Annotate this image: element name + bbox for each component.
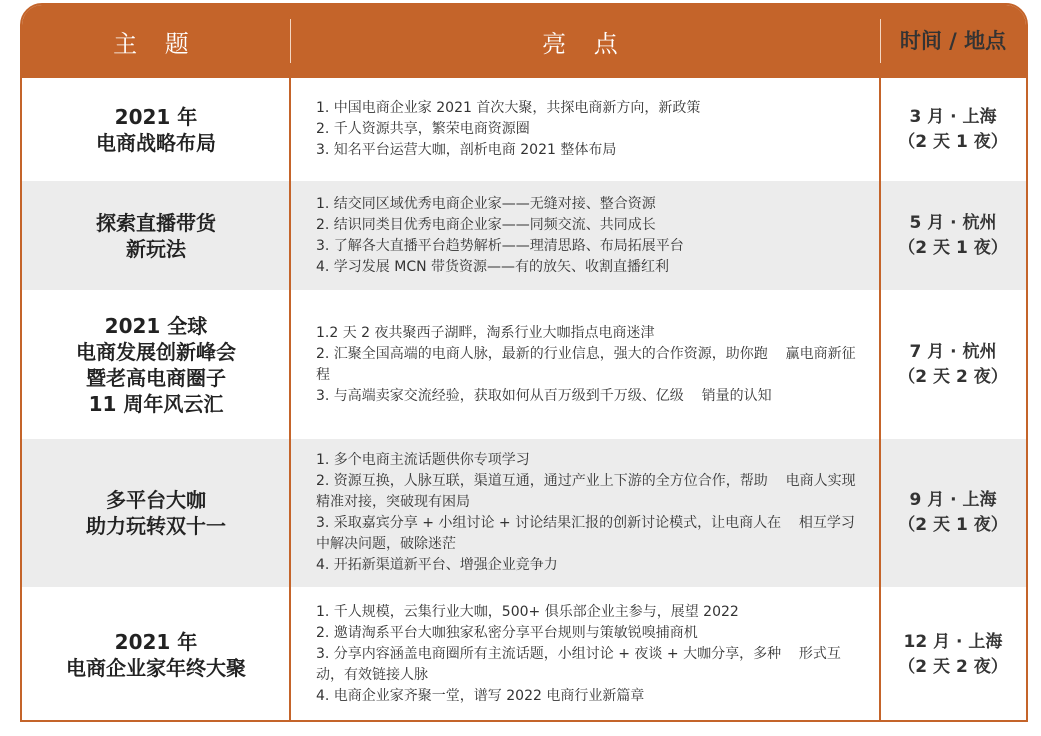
list-item: 4. 开拓新渠道新平台、增强企业竞争力: [316, 557, 558, 573]
table-row: [22, 181, 1026, 290]
time-line: 9 月 · 上海: [909, 490, 997, 510]
table-row: [22, 439, 1026, 587]
event-table: [20, 3, 1028, 722]
row-topic: [22, 587, 290, 722]
row-highlights: [290, 78, 880, 181]
time-line: （2 天 1 夜）: [898, 131, 1008, 152]
row-time-place: [880, 181, 1026, 290]
list-item: 2. 邀请淘系平台大咖独家私密分享平台规则与策敏锐嗅捕商机: [316, 625, 698, 641]
row-time-place: [880, 78, 1026, 181]
header-topic: 主 题: [113, 30, 199, 58]
list-item: 1. 中国电商企业家 2021 首次大聚，共探电商新方向，新政策: [316, 100, 701, 116]
list-item: 2. 千人资源共享，繁荣电商资源圈: [316, 121, 530, 137]
topic-line: 暨老高电商圈子: [86, 365, 226, 390]
time-line: （2 天 1 夜）: [898, 237, 1008, 258]
column-divider: [879, 78, 881, 722]
column-divider: [289, 78, 291, 722]
row-highlights: [290, 181, 880, 290]
topic-line: 电商企业家年终大聚: [66, 655, 246, 680]
list-item: 3. 采取嘉宾分享 + 小组讨论 + 讨论结果汇报的创新讨论模式，让电商人在 相互学习中解决问题，破除迷茫: [316, 515, 855, 552]
topic-line: 电商发展创新峰会: [76, 339, 236, 364]
topic-line: 2021 年: [114, 629, 198, 654]
topic-line: 2021 全球: [104, 313, 208, 338]
row-time-place: [880, 587, 1026, 722]
time-line: 7 月 · 杭州: [909, 341, 997, 362]
row-topic: [22, 290, 290, 439]
list-item: 2. 结识同类目优秀电商企业家——同频交流、共同成长: [316, 216, 656, 233]
row-topic: [22, 78, 290, 181]
table-row: [22, 78, 1026, 181]
list-item: 3. 分享内容涵盖电商圈所有主流话题，小组讨论 + 夜谈 + 大咖分享，多种 形式互动，有效链接人脉: [316, 646, 841, 683]
list-item: 3. 与高端卖家交流经验，获取如何从百万级到千万级、亿级 销量的认知: [316, 387, 772, 404]
topic-line: 电商战略布局: [96, 130, 216, 155]
row-topic: [22, 439, 290, 587]
topic-line: 新玩法: [126, 236, 186, 261]
time-line: 5 月 · 杭州: [909, 212, 997, 233]
list-item: 2. 资源互换，人脉互联，渠道互通，通过产业上下游的全方位合作，帮助 电商人实现精准对接，突破现有困局: [316, 473, 856, 510]
row-topic: [22, 181, 290, 290]
list-item: 1. 千人规模，云集行业大咖，500+ 俱乐部企业主参与，展望 2022: [316, 604, 739, 620]
list-item: 1. 结交同区域优秀电商企业家——无缝对接、整合资源: [316, 195, 656, 212]
topic-line: 2021 年: [114, 104, 198, 129]
time-line: 12 月 · 上海: [903, 631, 1003, 652]
list-item: 4. 学习发展 MCN 带货资源——有的放矢、收割直播红利: [316, 258, 670, 275]
row-time-place: [880, 439, 1026, 587]
row-highlights: [290, 587, 880, 722]
list-item: 3. 知名平台运营大咖，剖析电商 2021 整体布局: [316, 142, 617, 158]
table-row: [22, 587, 1026, 722]
table-header: [22, 5, 1026, 78]
row-highlights: [290, 439, 880, 587]
list-item: 1.2 天 2 夜共聚西子湖畔，淘系行业大咖指点电商迷津: [316, 324, 655, 341]
row-time-place: [880, 290, 1026, 439]
topic-line: 11 周年风云汇: [88, 391, 224, 416]
time-line: 3 月 · 上海: [909, 106, 997, 127]
time-line: （2 天 2 夜）: [898, 656, 1008, 677]
topic-line: 多平台大咖: [106, 488, 206, 512]
list-item: 1. 多个电商主流话题供你专项学习: [316, 452, 530, 468]
list-item: 4. 电商企业家齐聚一堂，谱写 2022 电商行业新篇章: [316, 688, 645, 704]
header-highlights: 亮 点: [542, 30, 628, 58]
topic-line: 助力玩转双十一: [86, 514, 226, 538]
list-item: 3. 了解各大直播平台趋势解析——理清思路、布局拓展平台: [316, 237, 684, 254]
topic-line: 探索直播带货: [96, 210, 216, 235]
time-line: （2 天 1 夜）: [898, 515, 1008, 535]
time-line: （2 天 2 夜）: [898, 366, 1008, 387]
list-item: 2. 汇聚全国高端的电商人脉，最新的行业信息，强大的合作资源，助你跑 赢电商新征程: [316, 345, 856, 383]
header-time-place: 时间 / 地点: [899, 29, 1007, 53]
table-row: [22, 290, 1026, 439]
row-highlights: [290, 290, 880, 439]
